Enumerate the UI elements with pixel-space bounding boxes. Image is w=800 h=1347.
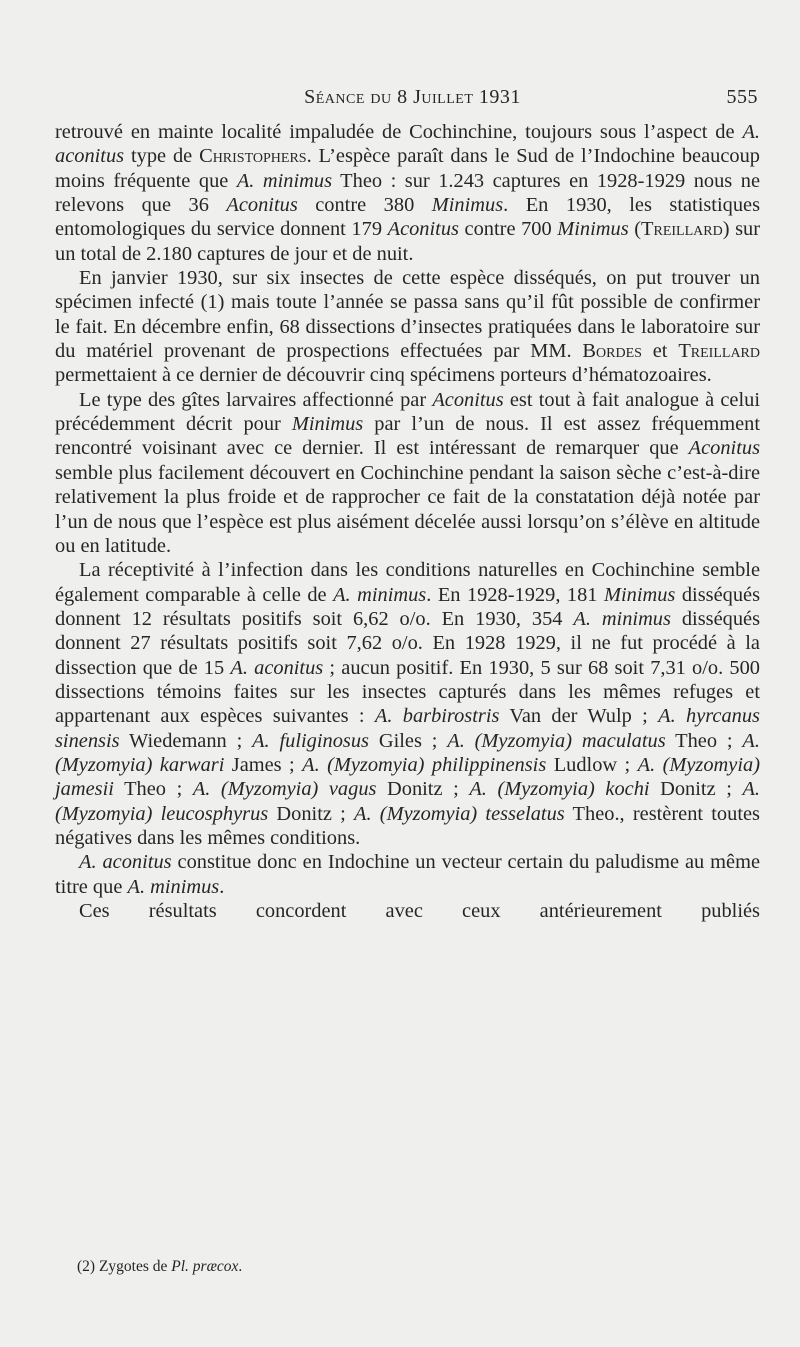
italic-term: A. fuliginosus (252, 729, 369, 752)
body-text (55, 120, 760, 923)
text-run: est tout à fait analogue à celui précédemment décrit pour (55, 388, 760, 436)
italic-term: A. hyrcanus sinensis (55, 705, 760, 752)
text-run: James ; (224, 753, 303, 776)
paragraph (55, 850, 760, 899)
page-number: 555 (726, 86, 758, 108)
text-run: Donitz ; (376, 778, 470, 801)
text-run: . En 1928-1929, 181 (426, 583, 604, 606)
italic-term: Aconitus (226, 194, 298, 217)
text-run: Wiedemann ; (119, 729, 253, 752)
italic-term: Aconitus (432, 388, 504, 411)
text-run: retrouvé en mainte localité impaludée de Cochinchine, toujours sous l’aspect de (55, 121, 743, 143)
italic-term: A. aconitus (55, 121, 760, 168)
paragraph (55, 899, 760, 923)
italic-term: A. barbirostris (374, 705, 500, 728)
italic-term: A. aconitus (79, 851, 172, 874)
italic-term: A. (Myzomyia) kochi (469, 778, 650, 801)
text-run: (2) Zygotes de (77, 1258, 172, 1275)
italic-term: A. aconitus (230, 656, 324, 679)
italic-term: A. (Myzomyia) tesselatus (354, 802, 565, 825)
author-name: Christophers (199, 145, 307, 168)
text-run: et (641, 340, 679, 363)
italic-term: Aconitus (387, 218, 459, 241)
italic-term: A. (Myzomyia) karwari (55, 729, 760, 776)
text-run: ) sur un total de 2.180 captures de jour et de nuit. (55, 218, 761, 265)
author-name: Treillard (678, 340, 760, 363)
italic-term: A. minimus (333, 583, 427, 606)
italic-term: A. (Myzomyia) leucosphyrus (55, 778, 760, 825)
text-run: disséqués donnent 27 résultats positifs soit 7,62 o/o. En 1928 1929, il ne fut procédé à la dissection que de 15 (55, 607, 760, 679)
text-run: semble plus facilement découvert en Cochinchine pendant la saison sèche c’est-à-dire relativement la plus froide et de rapprocher ce fait de la constatation déjà notée par l’un de nous que l’espèce est plus aisément décelée aussi lorsqu’on s’élève en altitude ou en latitude. (55, 461, 760, 557)
author-name: Treillard (641, 218, 723, 241)
text-run: En janvier 1930, sur six insectes de cette espèce disséqués, on put trouver un spécimen infecté (1) mais toute l’année se passa sans qu’il fût possible de confirmer le fait. En décembre enfin, 68 dissections d’insectes pratiquées dans le laboratoire sur du matériel provenant de prospections effectuées par MM. (55, 267, 760, 363)
text-run: contre 700 (458, 218, 558, 241)
footnote (77, 1258, 242, 1276)
text-run: par l’un de nous. Il est assez fréquemment rencontré voisinant avec ce dernier. Il est intéressant de remarquer que (55, 413, 760, 460)
italic-term: Pl. præcox (171, 1258, 239, 1275)
running-head (55, 86, 760, 114)
text-run: . (219, 875, 225, 898)
text-run: permettaient à ce dernier de découvrir cinq spécimens porteurs d’hématozoaires. (55, 364, 712, 387)
text-run: Giles ; (369, 729, 448, 752)
text-run: constitue donc en Indochine un vecteur certain du paludisme au même titre que (55, 851, 761, 898)
running-head-title: Séance du 8 Juillet 1931 (304, 86, 521, 108)
text-run: Ludlow ; (546, 753, 638, 776)
text-run: La réceptivité à l’infection dans les conditions naturelles en Cochinchine semble également comparable à celle de (55, 559, 760, 606)
italic-term: Minimus (291, 413, 364, 436)
text-run: Theo., restèrent toutes négatives dans les mêmes conditions. (55, 802, 760, 849)
author-name: Bordes (582, 340, 642, 363)
italic-term: A. minimus (573, 607, 671, 630)
text-run: Theo : sur 1.243 captures en 1928-1929 nous ne relevons que 36 (55, 169, 760, 217)
text-run: Donitz ; (649, 778, 743, 801)
italic-term: A. (Myzomyia) maculatus (447, 729, 666, 752)
italic-term: A. (Myzomyia) jamesii (55, 753, 760, 801)
text-run: . En 1930, les statistiques entomologiques du service donnent 179 (55, 194, 761, 241)
italic-term: A. minimus (236, 169, 333, 192)
text-run: Donitz ; (268, 802, 355, 825)
italic-term: A. (Myzomyia) vagus (192, 778, 377, 801)
text-run: Le type des gîtes larvaires affectionné par (79, 388, 433, 411)
text-run: Theo ; (113, 778, 193, 801)
text-run: Theo ; (665, 729, 743, 752)
italic-term: A. minimus (127, 875, 220, 898)
italic-term: Minimus (431, 194, 504, 217)
italic-term: A. (Myzomyia) philippinensis (302, 753, 547, 776)
italic-term: Minimus (557, 218, 629, 241)
italic-term: Aconitus (688, 437, 760, 460)
text-run: ( (628, 218, 642, 241)
text-run: . (238, 1258, 243, 1275)
text-run: Ces résultats concordent avec ceux antérieurement publiés (79, 900, 760, 922)
paragraph (55, 388, 760, 558)
paragraph (55, 558, 760, 850)
text-run: type de (124, 145, 200, 168)
paragraph (55, 266, 760, 388)
paragraph (55, 120, 760, 266)
text-run: contre 380 (297, 194, 432, 217)
text-run: Van der Wulp ; (499, 705, 659, 728)
text-run: ; aucun positif. En 1930, 5 sur 68 soit 7,31 o/o. 500 dissections témoins faites sur les insectes capturés dans les mêmes refuges et appartenant aux espèces suivantes : (55, 656, 760, 728)
text-run: . L’espèce paraît dans le Sud de l’Indochine beaucoup moins fréquente que (55, 145, 760, 192)
text-run: disséqués donnent 12 résultats positifs soit 6,62 o/o. En 1930, 354 (55, 583, 761, 630)
italic-term: Minimus (603, 583, 676, 606)
